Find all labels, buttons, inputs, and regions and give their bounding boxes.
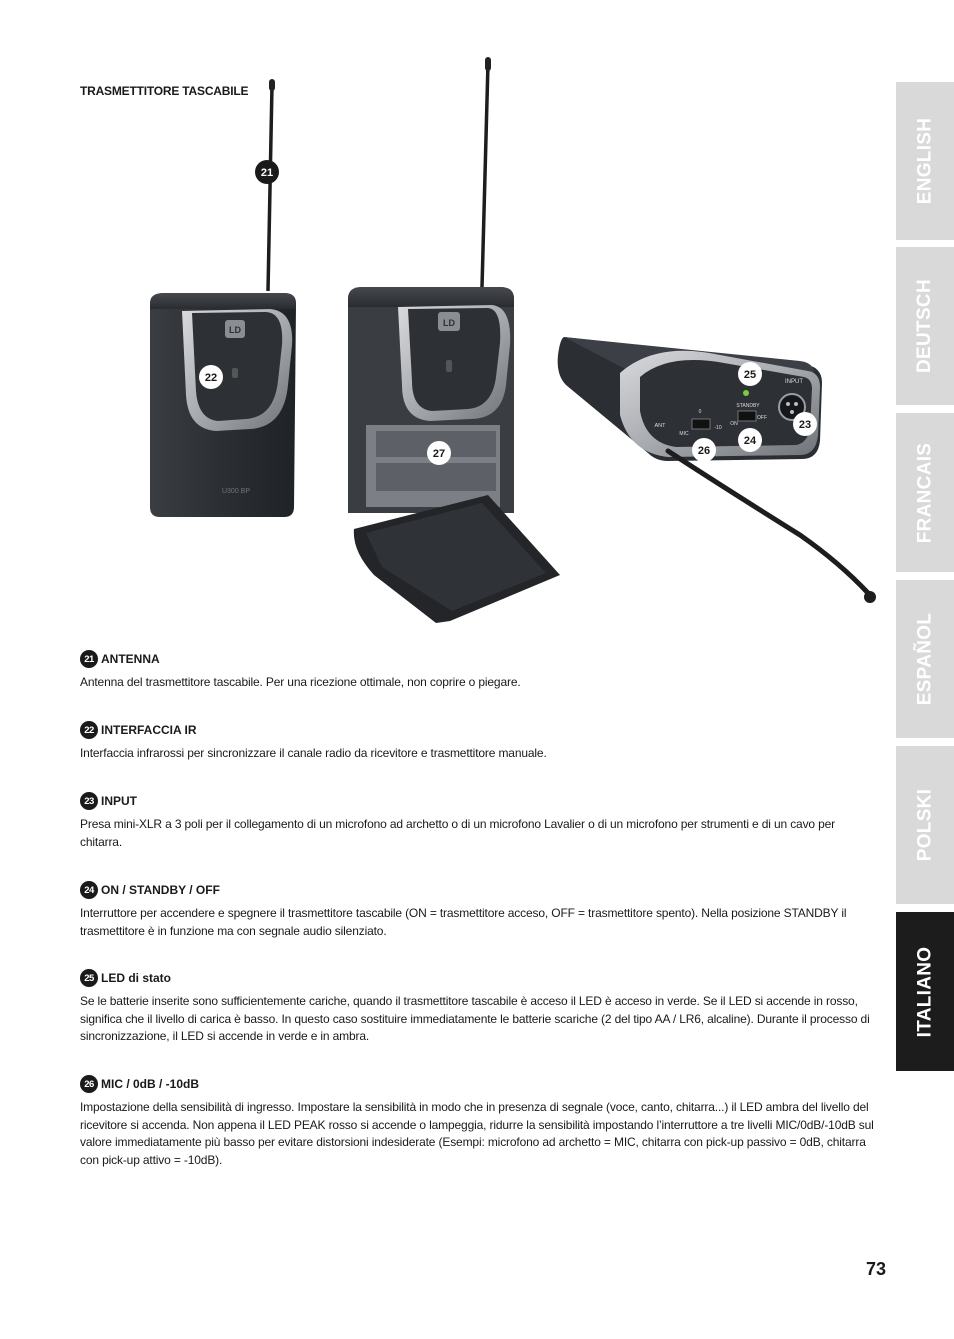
svg-text:21: 21 bbox=[260, 167, 274, 179]
item-text: Impostazione della sensibilità di ingresso. Impostare la sensibilità in modo che in presenza di segnale (voce, canto, chitarra...) il LED ambra del livello del ricevitore si accenda. Non appena il LED PEAK rosso si accende o lampeggia, ridurre la sensibilità impostando l’interruttore a tre livelli MIC/0dB/-10dB sul valore immediatamente più basso per evitare distorsioni indesiderate (Esempi: microfono ad archetto = MIC, chitarra con pick-up passivo = 0dB, chitarra con pick-up attivo = -10dB). bbox=[80, 1100, 874, 1167]
callout-25 bbox=[738, 362, 762, 386]
item-on-standby-off bbox=[80, 881, 875, 940]
svg-text:U300 BP: U300 BP bbox=[221, 488, 251, 495]
tab-english[interactable] bbox=[896, 82, 954, 240]
tab-italiano[interactable] bbox=[896, 912, 954, 1071]
transmitter-open bbox=[348, 57, 560, 623]
transmitter-top bbox=[558, 337, 876, 603]
item-heading bbox=[80, 792, 875, 810]
svg-text:27: 27 bbox=[432, 448, 446, 460]
svg-text:25: 25 bbox=[743, 369, 757, 381]
item-text: Se le batterie inserite sono sufficientemente cariche, quando il trasmettitore tascabile è acceso il LED è acceso in verde. Se il LED si accende in rosso, significa che il livello di carica è basso. In questo caso sostituire immediatamente le batterie scariche (2 del tipo AA / LR6, alcaline). Durante il processo di sincronizzazione, il LED si accende in verde e in ambra. bbox=[80, 994, 870, 1043]
svg-text:24: 24 bbox=[743, 435, 757, 447]
item-heading bbox=[80, 881, 875, 899]
callout-23 bbox=[793, 412, 817, 436]
callout-24 bbox=[738, 428, 762, 452]
svg-text:LD: LD bbox=[443, 318, 455, 328]
item-antenna bbox=[80, 650, 875, 692]
svg-text:LD: LD bbox=[229, 325, 241, 335]
tab-label: DEUTSCH bbox=[914, 279, 935, 373]
item-heading bbox=[80, 650, 875, 668]
callout-26 bbox=[692, 438, 716, 462]
item-title: ON / STANDBY / OFF bbox=[101, 883, 220, 897]
item-number: 21 bbox=[80, 650, 98, 668]
item-mic-sensitivity bbox=[80, 1075, 875, 1169]
item-title: LED di stato bbox=[101, 971, 172, 985]
callout-27 bbox=[427, 441, 451, 465]
svg-text:ANT: ANT bbox=[654, 423, 666, 429]
item-text: Interfaccia infrarossi per sincronizzare il canale radio da ricevitore e trasmettitore manuale. bbox=[80, 746, 547, 760]
svg-text:23: 23 bbox=[798, 419, 812, 431]
tab-label: ENGLISH bbox=[914, 117, 935, 205]
item-text: Interruttore per accendere e spegnere il trasmettitore tascabile (ON = trasmettitore acceso, OFF = trasmettitore spento). Nella posizione STANDBY il trasmettitore è in funzione ma con segnale audio silenziato. bbox=[80, 906, 847, 938]
tab-deutsch[interactable] bbox=[896, 247, 954, 405]
item-interfaccia-ir bbox=[80, 721, 875, 763]
item-heading bbox=[80, 1075, 875, 1093]
callout-21 bbox=[255, 160, 279, 184]
item-text: Antenna del trasmettitore tascabile. Per una ricezione ottimale, non coprire o piegare. bbox=[80, 675, 521, 689]
svg-text:26: 26 bbox=[697, 445, 711, 457]
item-title: INTERFACCIA IR bbox=[101, 723, 197, 737]
svg-text:STANDBY: STANDBY bbox=[736, 403, 760, 409]
tab-label: ESPAÑOL bbox=[914, 612, 936, 706]
svg-text:MIC: MIC bbox=[679, 431, 689, 437]
svg-text:ON: ON bbox=[730, 421, 738, 427]
section-title: TRASMETTITORE TASCABILE bbox=[80, 84, 249, 98]
product-illustration bbox=[120, 55, 900, 645]
item-heading bbox=[80, 721, 875, 739]
svg-text:INPUT: INPUT bbox=[785, 379, 803, 385]
tab-espanol[interactable] bbox=[896, 580, 954, 738]
item-title: MIC / 0dB / -10dB bbox=[101, 1077, 200, 1091]
svg-text:0: 0 bbox=[698, 409, 702, 415]
page-number: 73 bbox=[866, 1259, 887, 1279]
svg-text:22: 22 bbox=[204, 372, 218, 384]
tab-francais[interactable] bbox=[896, 413, 954, 572]
svg-text:OFF: OFF bbox=[757, 415, 767, 421]
tab-polski[interactable] bbox=[896, 746, 954, 904]
item-number: 23 bbox=[80, 792, 98, 810]
item-heading bbox=[80, 969, 875, 987]
item-text: Presa mini-XLR a 3 poli per il collegamento di un microfono ad archetto o di un microfono Lavalier o di un microfono per strumenti e di un cavo per chitarra. bbox=[80, 817, 836, 849]
callout-22 bbox=[199, 365, 223, 389]
item-title: INPUT bbox=[101, 794, 137, 808]
transmitter-front bbox=[150, 79, 296, 517]
item-number: 26 bbox=[80, 1075, 98, 1093]
item-input bbox=[80, 792, 875, 851]
item-led-stato bbox=[80, 969, 875, 1046]
item-number: 25 bbox=[80, 969, 98, 987]
tab-label: ITALIANO bbox=[914, 946, 936, 1037]
item-number: 24 bbox=[80, 881, 98, 899]
tab-label: FRANCAIS bbox=[914, 442, 936, 543]
item-title: ANTENNA bbox=[101, 652, 160, 666]
svg-text:-10: -10 bbox=[714, 425, 722, 431]
tab-label: POLSKI bbox=[914, 788, 935, 862]
item-number: 22 bbox=[80, 721, 98, 739]
